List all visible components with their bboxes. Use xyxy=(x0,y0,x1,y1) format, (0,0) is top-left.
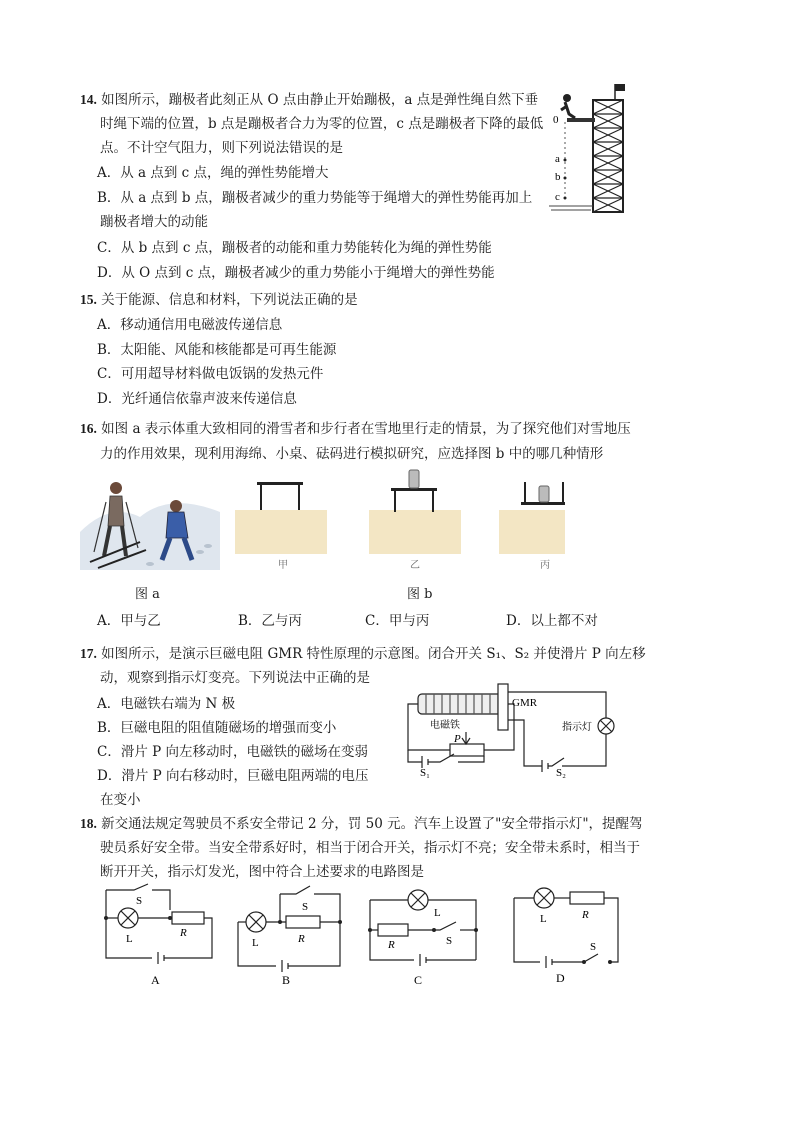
sponge-label-yi: 乙 xyxy=(410,560,420,571)
circuit-c-l: L xyxy=(434,907,441,919)
q17-number: 17. xyxy=(80,646,97,661)
q17-option-d-line1: D．滑片 P 向右移动时，巨磁电阻两端的电压 xyxy=(97,768,369,784)
sponge-label-bing: 丙 xyxy=(540,560,550,571)
q15-option-a: A．移动通信用电磁波传递信息 xyxy=(97,317,283,333)
circuit-d-s: S xyxy=(590,941,597,953)
q18-line1 xyxy=(80,812,643,832)
circuit-d-label: D xyxy=(556,971,565,985)
circuit-d xyxy=(506,880,626,988)
q18-number: 18. xyxy=(80,816,97,831)
circuit-a-r: R xyxy=(180,927,187,939)
q17-stem-line1: 如图所示，是演示巨磁电阻 GMR 特性原理的示意图。闭合开关 S₁、S₂ 并使滑片 P 向左移 xyxy=(101,646,646,662)
q15-option-b: B．太阳能、风能和核能都是可再生能源 xyxy=(97,342,337,358)
switch-s1-label: S₁ xyxy=(420,767,430,779)
q16-option-a: A．甲与乙 xyxy=(97,613,161,629)
gmr-circuit-figure xyxy=(392,672,642,780)
q17-option-d-line2: 在变小 xyxy=(100,792,141,808)
q17-line1 xyxy=(80,642,646,662)
q14-line1 xyxy=(80,88,538,108)
circuit-c-s: S xyxy=(446,935,453,947)
sponge-label-jia: 甲 xyxy=(278,560,288,571)
slider-p-label: P xyxy=(454,733,461,745)
bungee-label-o: 0 xyxy=(553,114,559,126)
indicator-lamp-label: 指示灯 xyxy=(562,722,592,733)
circuit-d-r: R xyxy=(582,909,589,921)
sponge-setup-bing xyxy=(499,482,565,554)
sponge-setup-jia xyxy=(235,482,327,554)
bungee-label-c: c xyxy=(555,191,560,203)
fig-a-label: 图 a xyxy=(135,587,160,602)
q16-number: 16. xyxy=(80,421,97,436)
q18-stem-line3: 断开开关，指示灯发光，图中符合上述要求的电路图是 xyxy=(100,864,424,880)
q18-stem-line2: 驶员系好安全带。当安全带系好时，相当于闭合开关，指示灯不亮；安全带未系时，相当于 xyxy=(100,840,640,856)
q17-stem-line2: 动，观察到指示灯变亮。下列说法中正确的是 xyxy=(100,670,370,686)
circuit-c xyxy=(364,880,484,988)
q14-option-b-line2: 蹦极者增大的动能 xyxy=(100,214,208,230)
q15-stem-row xyxy=(80,288,358,308)
gmr-label: GMR xyxy=(512,697,538,709)
bungee-label-a: a xyxy=(555,153,560,165)
q15-number: 15. xyxy=(80,292,97,307)
q17-option-b: B．巨磁电阻的阻值随磁场的增强而变小 xyxy=(97,720,337,736)
sponge-setup-yi xyxy=(369,470,461,554)
circuit-c-r: R xyxy=(388,939,395,951)
q16-stem-line1: 如图 a 表示体重大致相同的滑雪者和步行者在雪地里行走的情景，为了探究他们对雪地压 xyxy=(101,421,631,437)
circuit-d-l: L xyxy=(540,913,547,925)
q16-option-d: D．以上都不对 xyxy=(506,613,598,629)
circuit-a-label: A xyxy=(151,973,160,987)
circuit-c-label: C xyxy=(414,973,423,987)
electromagnet-label: 电磁铁 xyxy=(430,720,460,731)
skier-walker-figure xyxy=(80,472,220,570)
q16-option-c: C．甲与丙 xyxy=(365,613,430,629)
q14-stem-line1: 如图所示，蹦极者此刻正从 O 点由静止开始蹦极，a 点是弹性绳自然下垂 xyxy=(101,92,539,108)
q14-stem-line3: 点。不计空气阻力，则下列说法错误的是 xyxy=(100,140,343,156)
q16-stem-line2: 力的作用效果，现利用海绵、小桌、砝码进行模拟研究，应选择图 b 中的哪几种情形 xyxy=(100,446,604,462)
q14-option-a: A．从 a 点到 c 点，绳的弹性势能增大 xyxy=(97,165,329,181)
circuit-a-s: S xyxy=(136,895,143,907)
q14-number: 14. xyxy=(80,92,97,107)
bungee-label-b: b xyxy=(555,171,561,183)
bungee-figure xyxy=(545,80,630,220)
q14-option-c: C．从 b 点到 c 点，蹦极者的动能和重力势能转化为绳的弹性势能 xyxy=(97,240,492,256)
circuit-b-s: S xyxy=(302,901,309,913)
q16-line1 xyxy=(80,417,631,437)
circuit-a xyxy=(98,880,218,988)
q18-stem-line1: 新交通法规定驾驶员不系安全带记 2 分，罚 50 元。汽车上设置了"安全带指示灯"，提醒驾 xyxy=(101,816,643,832)
circuit-a-l: L xyxy=(126,933,133,945)
circuit-b xyxy=(230,880,350,988)
circuit-b-r: R xyxy=(298,933,305,945)
q16-option-b: B．乙与丙 xyxy=(238,613,302,629)
q17-option-a: A．电磁铁右端为 N 极 xyxy=(97,696,236,712)
q14-stem-line2: 时绳下端的位置，b 点是蹦极者合力为零的位置，c 点是蹦极者下降的最低 xyxy=(100,116,544,132)
q15-stem: 关于能源、信息和材料，下列说法正确的是 xyxy=(101,292,358,308)
fig-b-label: 图 b xyxy=(407,587,433,602)
q15-option-d: D．光纤通信依靠声波来传递信息 xyxy=(97,391,297,407)
q14-option-b-line1: B．从 a 点到 b 点，蹦极者减少的重力势能等于绳增大的弹性势能再加上 xyxy=(97,190,533,206)
switch-s2-label: S₂ xyxy=(556,767,566,779)
circuit-b-label: B xyxy=(282,973,291,987)
q17-option-c: C．滑片 P 向左移动时，电磁铁的磁场在变弱 xyxy=(97,744,368,760)
q15-option-c: C．可用超导材料做电饭锅的发热元件 xyxy=(97,366,324,382)
q14-option-d: D．从 O 点到 c 点，蹦极者减少的重力势能小于绳增大的弹性势能 xyxy=(97,265,495,281)
circuit-b-l: L xyxy=(252,937,259,949)
